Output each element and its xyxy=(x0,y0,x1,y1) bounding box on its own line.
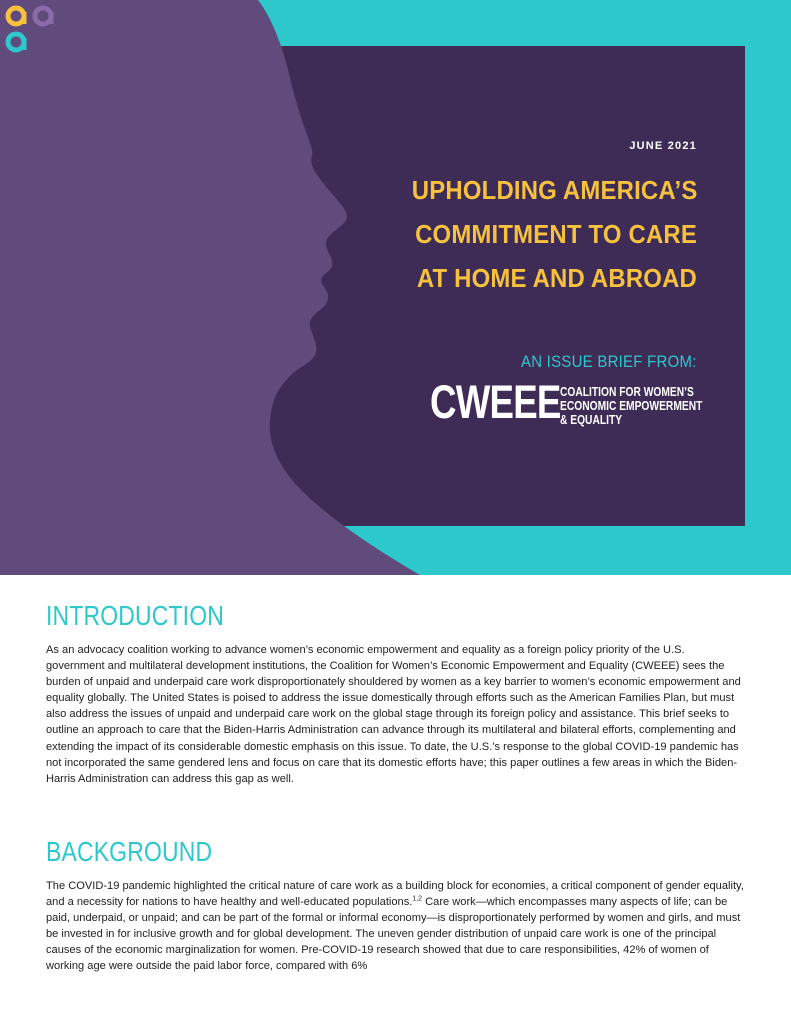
brief-title xyxy=(412,168,697,300)
background-heading: BACKGROUND xyxy=(46,836,213,867)
background-section xyxy=(46,836,746,975)
logo-tagline xyxy=(560,385,702,427)
title-line: AT HOME AND ABROAD xyxy=(416,263,697,293)
introduction-heading: INTRODUCTION xyxy=(46,600,224,631)
title-line: COMMITMENT TO CARE xyxy=(415,219,697,249)
background-text-start: The COVID-19 pandemic highlighted the critical nature of care work as a building block for economies, a critical component of gender equality, and a necessity for nations to have healthy and well-educated populations. xyxy=(46,880,744,909)
introduction-section xyxy=(46,600,746,787)
title-line: UPHOLDING AMERICA’S xyxy=(411,175,698,205)
cweee-logo-mark xyxy=(0,0,300,80)
background-paragraph xyxy=(46,878,746,975)
footnote-reference[interactable]: 1,2 xyxy=(412,895,423,903)
issue-brief-label: AN ISSUE BRIEF FROM: xyxy=(521,352,697,371)
introduction-paragraph: As an advocacy coalition working to advance women’s economic empowerment and equality as a foreign policy priority of the U.S. government and multilateral development institutions, the Coalition for Women’s Economic Empowerment and Equality (CWEEE) sees the burden of unpaid and underpaid care work disproportionately shouldered by women as a key barrier to women’s economic empowerment and equality globally. The United States is poised to address the issue domestically through efforts such as the American Families Plan, but must also address the issues of unpaid and underpaid care work on the global stage through its foreign policy and assistance. This brief seeks to outline an approach to care that the Biden-Harris Administration can advance through its multilateral and bilateral efforts, complementing and extending the impact of its considerable domestic emphasis on this issue. To date, the U.S.’s response to the global COVID-19 pandemic has not incorporated the same gendered lens and focus on care that its domestic efforts have; this paper outlines a few areas in which the Biden-Harris Administration can address this gap as well. xyxy=(46,644,741,785)
logo-tagline-line: ECONOMIC EMPOWERMENT xyxy=(560,399,703,413)
background-text-rest: Care work—which encompasses many aspects of life; can be paid, underpaid, or unpaid; and can be part of the formal or informal economy—is disproportionately performed by women and girls, and must be invested in for inclusive growth and for global development. The uneven gender distribution of unpaid care work is one of the principal causes of the economic marginalization for women. Pre-COVID-19 research showed that due to care responsibilities, 42% of women of working age were outside the paid labor force, compared with 6% xyxy=(46,896,741,973)
logo-tagline-line: COALITION FOR WOMEN’S xyxy=(560,385,694,399)
logo-tagline-line: & EQUALITY xyxy=(560,413,623,427)
issue-date: JUNE 2021 xyxy=(629,140,697,152)
logo-wordmark: CWEEE xyxy=(430,375,561,428)
